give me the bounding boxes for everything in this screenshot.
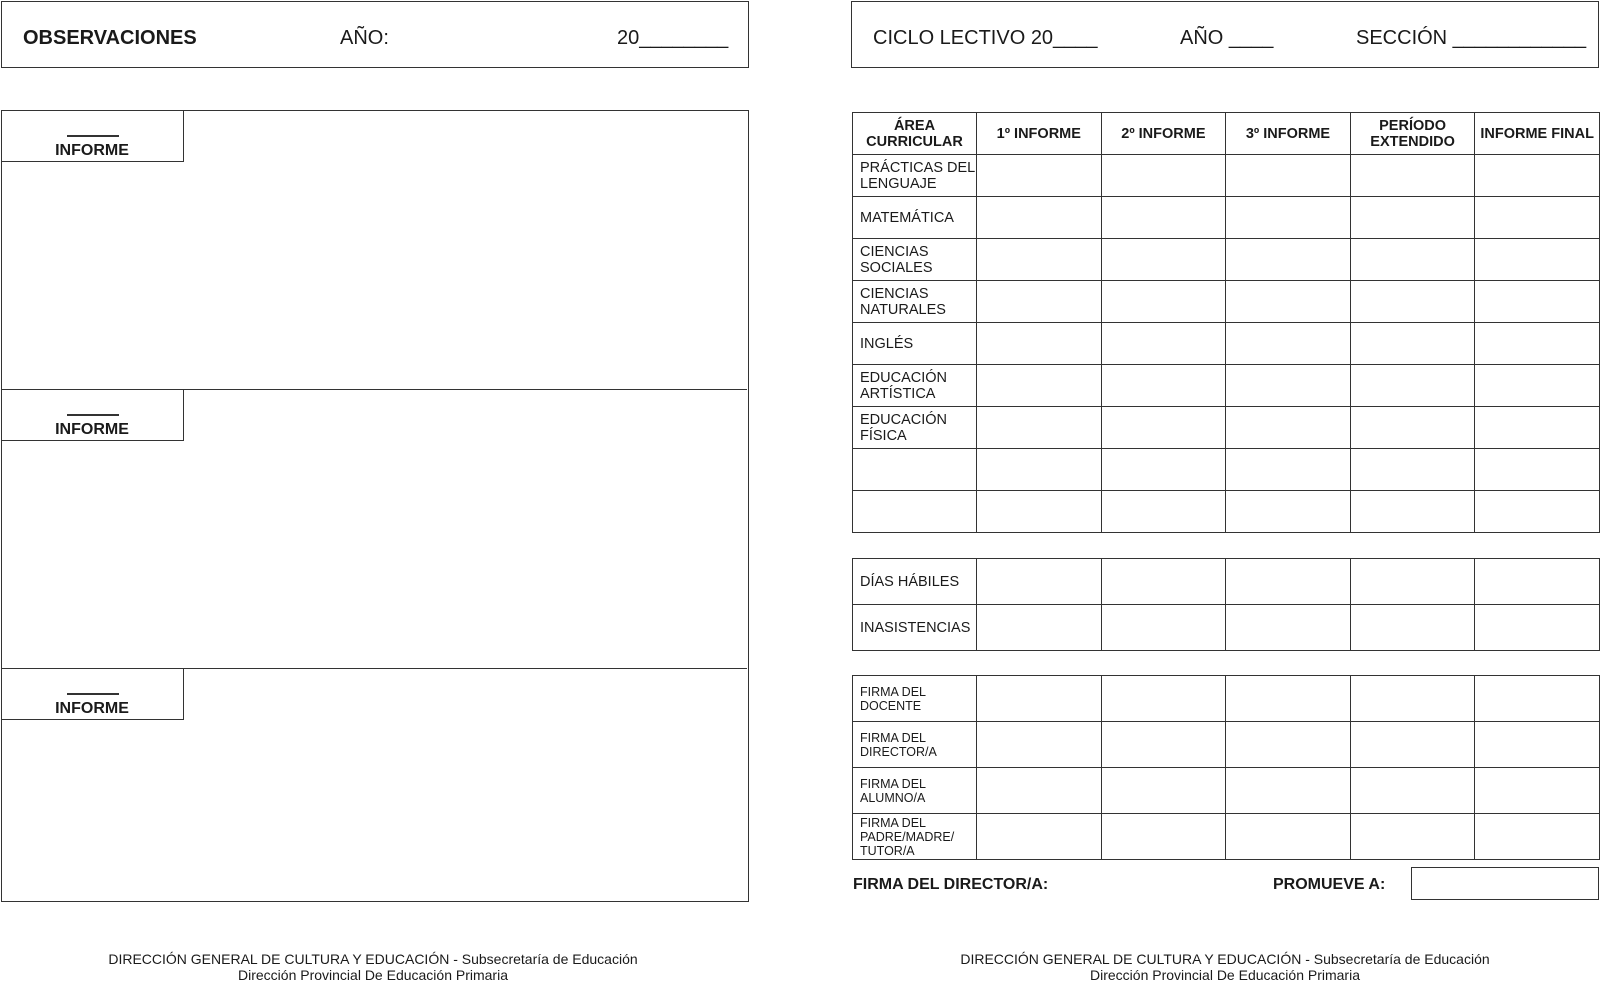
entry-cell[interactable] [1101,676,1226,722]
entry-cell[interactable] [977,814,1102,860]
entry-cell[interactable] [977,239,1102,281]
entry-cell[interactable] [1350,722,1475,768]
row-label: FIRMA DEL PADRE/MADRE/ TUTOR/A [853,814,977,860]
entry-cell[interactable] [1475,449,1600,491]
grade-field[interactable]: AÑO ____ [1180,27,1274,49]
footer-line-1: DIRECCIÓN GENERAL DE CULTURA Y EDUCACIÓN - Subsecretaría de Educación [108,951,638,967]
entry-cell[interactable] [1101,323,1226,365]
footer-line-2: Dirección Provincial De Educación Primaria [1090,967,1360,981]
report-tab-1 [2,111,184,162]
entry-cell[interactable] [1226,365,1351,407]
entry-cell[interactable] [1101,197,1226,239]
row-label: INASISTENCIAS [853,605,977,651]
entry-cell[interactable] [1226,559,1351,605]
row-label: INGLÉS [853,323,977,365]
entry-cell[interactable] [1350,491,1475,533]
row-label: EDUCACIÓN ARTÍSTICA [853,365,977,407]
signature-row [853,676,1600,722]
row-label: FIRMA DEL DIRECTOR/A [853,722,977,768]
entry-cell[interactable] [1475,676,1600,722]
grades-table-header [853,113,1600,155]
entry-cell[interactable] [1350,676,1475,722]
entry-cell[interactable] [1226,722,1351,768]
entry-cell[interactable] [1226,323,1351,365]
entry-cell[interactable] [1350,559,1475,605]
entry-cell[interactable] [1475,768,1600,814]
subject-row [853,281,1600,323]
entry-cell[interactable] [1350,323,1475,365]
report-tab-3 [2,669,184,720]
report-number-line[interactable] [67,135,119,137]
grades-table [852,112,1600,533]
signature-row [853,722,1600,768]
entry-cell[interactable] [1350,768,1475,814]
entry-cell[interactable] [1350,605,1475,651]
school-year-field[interactable]: CICLO LECTIVO 20____ [873,27,1098,49]
column-header: PERÍODO EXTENDIDO [1350,113,1475,155]
entry-cell[interactable] [1475,155,1600,197]
report-section-1[interactable] [2,111,747,389]
entry-cell[interactable] [1226,239,1351,281]
entry-cell[interactable] [1101,407,1226,449]
report-tab-2 [2,390,184,441]
entry-cell[interactable] [977,407,1102,449]
column-header: ÁREA CURRICULAR [853,113,977,155]
subject-row [853,155,1600,197]
attendance-table [852,558,1600,651]
entry-cell[interactable] [1101,722,1226,768]
left-footer [63,951,683,981]
entry-cell[interactable] [1226,197,1351,239]
subject-row [853,323,1600,365]
observations-year-label: AÑO: [340,27,389,49]
entry-cell[interactable] [1475,722,1600,768]
entry-cell[interactable] [1101,491,1226,533]
report-label: INFORME [55,142,129,159]
signature-row [853,768,1600,814]
entry-cell[interactable] [1101,155,1226,197]
subject-row [853,449,1600,491]
subject-row [853,197,1600,239]
entry-cell[interactable] [1226,676,1351,722]
entry-cell[interactable] [1475,605,1600,651]
entry-cell[interactable] [977,281,1102,323]
entry-cell[interactable] [1475,491,1600,533]
entry-cell[interactable] [977,449,1102,491]
report-section-3[interactable] [2,668,747,900]
entry-cell[interactable] [1226,155,1351,197]
promotes-to-field[interactable] [1411,867,1599,900]
entry-cell[interactable] [977,768,1102,814]
entry-cell[interactable] [977,323,1102,365]
entry-cell[interactable] [1101,449,1226,491]
row-label: CIENCIAS NATURALES [853,281,977,323]
entry-cell[interactable] [1101,814,1226,860]
subject-row [853,239,1600,281]
report-label: INFORME [55,700,129,717]
entry-cell[interactable] [977,676,1102,722]
entry-cell[interactable] [1350,281,1475,323]
row-label: FIRMA DEL ALUMNO/A [853,768,977,814]
entry-cell[interactable] [977,559,1102,605]
entry-cell[interactable] [977,197,1102,239]
entry-cell[interactable] [1226,281,1351,323]
observations-header [1,1,749,68]
signature-row [853,814,1600,860]
report-label: INFORME [55,421,129,438]
row-label: PRÁCTICAS DEL LENGUAJE [853,155,977,197]
entry-cell[interactable] [1475,281,1600,323]
entry-cell[interactable] [1350,814,1475,860]
subject-row [853,407,1600,449]
entry-cell[interactable] [1101,239,1226,281]
attendance-row [853,605,1600,651]
entry-cell[interactable] [977,155,1102,197]
report-number-line[interactable] [67,414,119,416]
row-label: CIENCIAS SOCIALES [853,239,977,281]
entry-cell[interactable] [977,365,1102,407]
row-label: FIRMA DEL DOCENTE [853,676,977,722]
report-number-line[interactable] [67,693,119,695]
signatures-table [852,675,1600,860]
entry-cell[interactable] [1350,365,1475,407]
entry-cell[interactable] [977,491,1102,533]
entry-cell[interactable] [1475,814,1600,860]
column-header: 1º INFORME [977,113,1102,155]
section-field[interactable]: SECCIÓN ____________ [1356,27,1587,49]
entry-cell[interactable] [1101,365,1226,407]
entry-cell[interactable] [1475,559,1600,605]
entry-cell[interactable] [1226,605,1351,651]
entry-cell[interactable] [1350,449,1475,491]
school-year-header [851,1,1599,68]
column-header: INFORME FINAL [1475,113,1600,155]
entry-cell[interactable] [1101,559,1226,605]
row-label [853,449,977,491]
entry-cell[interactable] [1350,155,1475,197]
entry-cell[interactable] [1101,605,1226,651]
entry-cell[interactable] [1226,814,1351,860]
entry-cell[interactable] [1226,491,1351,533]
entry-cell[interactable] [1101,281,1226,323]
row-label: MATEMÁTICA [853,197,977,239]
entry-cell[interactable] [1475,239,1600,281]
footer-line-2: Dirección Provincial De Educación Primaria [238,967,508,981]
row-label: EDUCACIÓN FÍSICA [853,407,977,449]
row-label: DÍAS HÁBILES [853,559,977,605]
entry-cell[interactable] [1475,365,1600,407]
entry-cell[interactable] [1226,449,1351,491]
row-label [853,491,977,533]
subject-row [853,365,1600,407]
promotes-to-label: PROMUEVE A: [1273,876,1386,893]
director-signature-label: FIRMA DEL DIRECTOR/A: [853,876,1049,893]
subject-row [853,491,1600,533]
column-header: 3º INFORME [1226,113,1351,155]
entry-cell[interactable] [1475,197,1600,239]
entry-cell[interactable] [1475,323,1600,365]
right-footer [915,951,1535,981]
entry-cell[interactable] [1226,768,1351,814]
entry-cell[interactable] [977,605,1102,651]
entry-cell[interactable] [1101,768,1226,814]
entry-cell[interactable] [1350,197,1475,239]
entry-cell[interactable] [977,722,1102,768]
observations-body [1,110,749,902]
observations-year-field[interactable]: 20________ [617,27,729,49]
footer-line-1: DIRECCIÓN GENERAL DE CULTURA Y EDUCACIÓN - Subsecretaría de Educación [960,951,1490,967]
observations-title: OBSERVACIONES [23,27,197,49]
report-section-2[interactable] [2,389,747,668]
column-header: 2º INFORME [1101,113,1226,155]
entry-cell[interactable] [1350,239,1475,281]
entry-cell[interactable] [1226,407,1351,449]
attendance-row [853,559,1600,605]
entry-cell[interactable] [1475,407,1600,449]
entry-cell[interactable] [1350,407,1475,449]
